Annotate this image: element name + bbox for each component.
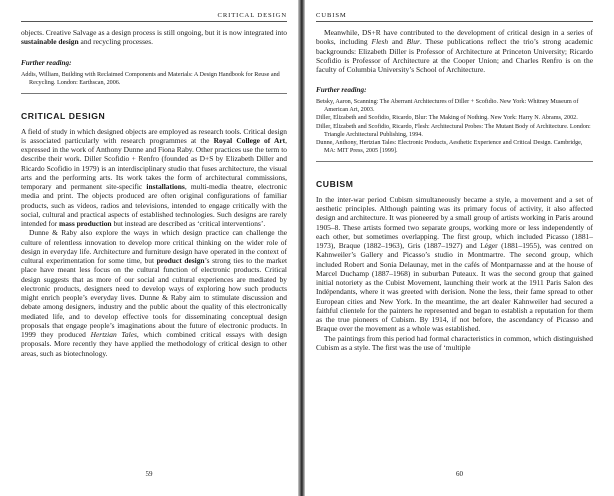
running-head: CUBISM xyxy=(316,0,593,22)
book-title: Hertzian Tales xyxy=(90,330,137,340)
body-paragraph: In the inter-war period Cubism simultaneously became a style, a movement and a set of aesthetic principles. Although painting was its primary focus of activity, it also affected design and architecture. It was pioneered by a small group of artists working in Paris around 1905–8. These artists formed two separate groups, working more or less independently of each other, but sometimes overlapping. The first group, which included Picasso (1881–1973), Braque (1882–1963), Gris (1887–1927) and Léger (1881–1955), was centred on Kahnweiler’s Gallery and Picasso’s studio in Montmartre. The second group, which included Robert and Sonia Delaunay, met in the cafés of Montparnasse and at the house of Marcel Duchamp (1887–1968) in suburban Puteaux. It was the second group that gained initial notoriety as the Cubist Movement, launching their work at the 1911 Paris Salon des Indépendants, where it was greeted with derision. None the less, their fame spread to other European cities and New York. In the meantime, the art dealer Kahnweiler had secured a faithful clientele for the painters he represented and began to establish a reputation for them as the true pioneers of Cubism. By 1914, if not before, the ascendancy of Picasso and Braque over the movement as a whole was established. xyxy=(316,194,593,334)
reference-entry: Diller, Elizabeth and Scofidio, Ricardo, Blur: The Making of Nothing. New York: Harry N. Abrams, 2002. xyxy=(316,115,578,122)
right-page xyxy=(305,0,614,496)
page-number: 59 xyxy=(145,470,153,478)
keyword: mass production xyxy=(59,219,112,229)
reference-entry: Dunne, Anthony, Hertzian Tales: Electronic Products, Aesthetic Experience and Critical Design. Cambridge, MA: MIT Press, 2005 [1999]. xyxy=(316,139,583,154)
intro-paragraph: Meanwhile, DS+R have contributed to the development of critical design in a series of books, including Flesh and Blur. These publications reflect the trio’s strong academic backgrounds: Elizabeth Diller is Professor of Architecture at Princeton University; Ricardo Scofidio is Professor of Architecture at the Cooper Union; and Charles Renfro is on the faculty of Columbia University’s School of Architecture. xyxy=(316,28,594,74)
section-title: CRITICAL DESIGN xyxy=(21,110,106,121)
book-title: Flesh xyxy=(371,37,389,47)
section-title: CUBISM xyxy=(316,178,354,189)
keyword: sustainable design xyxy=(21,37,79,47)
further-reading-label: Further reading: xyxy=(21,58,72,67)
keyword: installations xyxy=(146,182,185,192)
book-title: Blur xyxy=(406,37,420,47)
page-number: 60 xyxy=(456,470,463,478)
intro-paragraph: objects. Creative Salvage as a design process is still ongoing, but it is now integrated into sustainable design and recycling processes. xyxy=(21,28,287,47)
book-gutter xyxy=(298,0,305,496)
reference-entry: Diller, Elizabeth and Scofidio, Ricardo, Flesh: Architectural Probes: The Mutant Body of Architecture. London: Triangle Architectural Publishing, 1994. xyxy=(316,123,591,138)
section-divider xyxy=(316,161,593,162)
body-paragraph: Dunne & Raby also explore the ways in which design practice can challenge the culture of relentless innovation to develop more critical thinking on the wider role of design in everyday life. Architecture and furniture design have operated in the context of cultural experimentation for some time, but product design’s strong ties to the market place have meant less focus on the cultural function of electronic products. Critical design suggests that as more of our social and cultural experiences are mediated by electronic products, designers need to develop ways of exploring how such products might enrich people’s everyday lives. Dunne & Raby aim to stimulate discussion and debate among designers, industry and the public about the quality of this electronically mediated life, and to develop effective tools for disseminating conceptual design proposals that engage people’s imaginations about the future of electronic products. In 1999 they produced Hertzian Tales, which combined critical essays with design proposals. More recently they have applied the methodology of critical design to other areas, such as biotechnology. xyxy=(21,228,288,358)
reference-entry: Betsky, Aaron, Scanning: The Aberrant Architectures of Diller + Scofidio. New York: Whitney Museum of American Art, 2003. xyxy=(316,99,579,114)
running-head: CRITICAL DESIGN xyxy=(21,0,287,22)
body-paragraph: The paintings from this period had formal characteristics in common, which distinguished Cubism as a style. The first was the use of ‘multiple xyxy=(316,333,593,352)
left-page xyxy=(0,0,298,496)
section-divider xyxy=(21,93,287,94)
further-reading-label: Further reading: xyxy=(316,86,367,95)
keyword: Royal College of Art xyxy=(213,135,286,145)
body-paragraph: A field of study in which designed objects are employed as research tools. Critical design is associated particularly with research programmes at the Royal College of Art, expressed in the work of Anthony Dunne and Fiona Raby. Other practices use the term to describe their work. Diller Scofidio + Renfro (founded as D+S by Elizabeth Diller and Ricardo Scofidio in 1979) is an interdisciplinary studio that fuses architecture, the visual arts and the performing arts. Its work takes the form of architectural commissions, temporary and permanent site-specific installations, multi-media theatre, electronic media and print. The objects produced are often original configurations of familiar products, such as videos, radios and televisions, intended to engage critically with the social, cultural and practical aspects of established technologies. Such designs are rarely intended for mass production but instead are described as ‘critical interventions’. xyxy=(21,126,287,229)
keyword: product design xyxy=(156,256,205,266)
reference-entry: Addis, William, Building with Reclaimed Components and Materials: A Design Handbook for Reuse and Recycling. London: Earthscan, 2006. xyxy=(21,71,280,86)
